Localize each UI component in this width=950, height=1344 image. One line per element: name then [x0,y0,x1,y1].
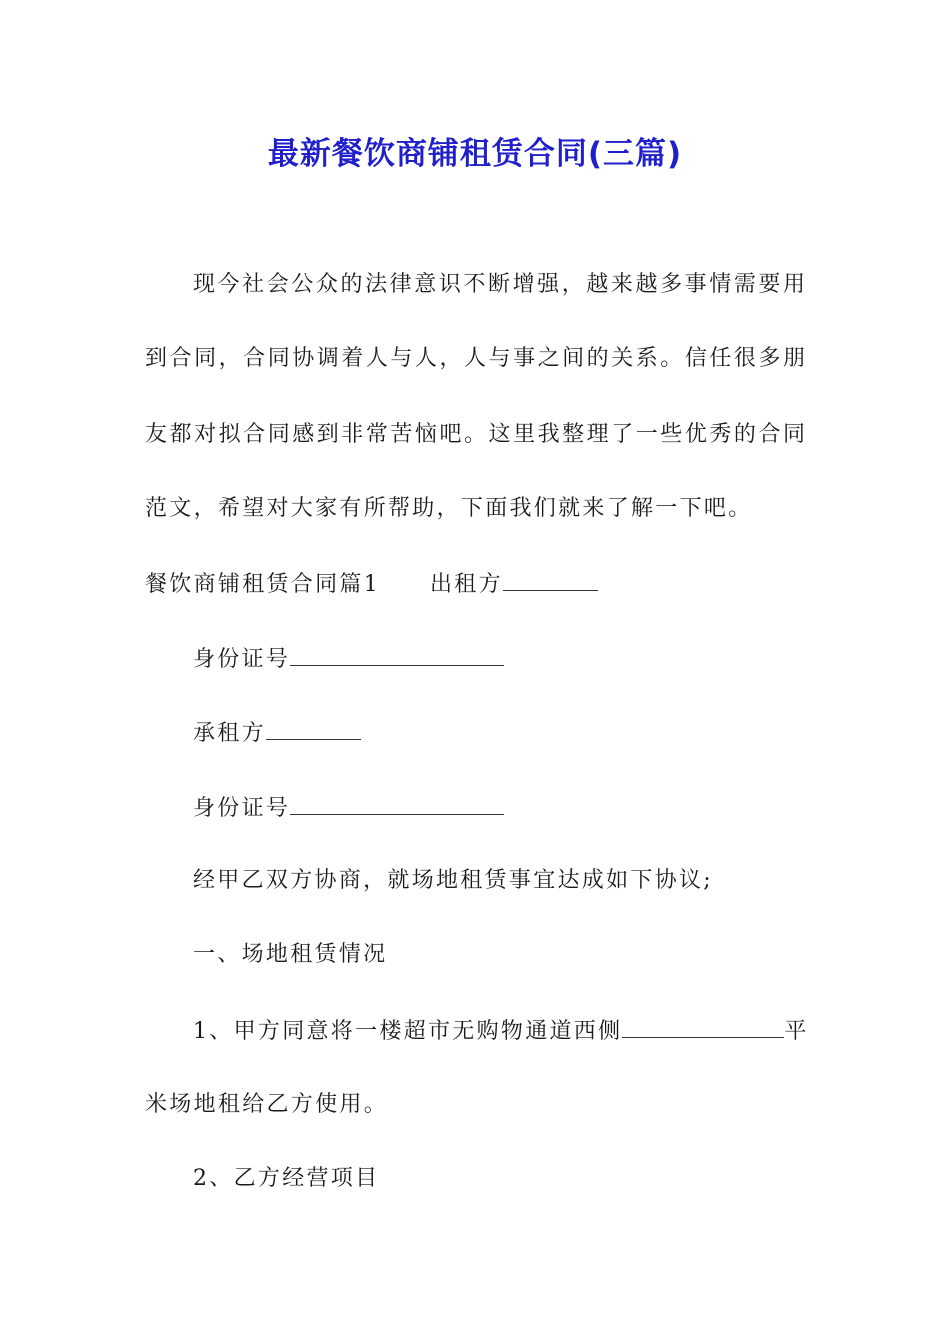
clause-1-1-unit: 平 [784,1019,809,1044]
intro-line-4: 范文，希望对大家有所帮助，下面我们就来了解一下吧。 [145,496,753,521]
document-title: 最新餐饮商铺租赁合同(三篇) [267,136,683,172]
lessee-blank [266,717,361,740]
clause-1-1-end: 米场地租给乙方使用。 [145,1092,389,1117]
lessor-id-blank [290,643,504,666]
lessor-blank [503,568,598,591]
lessor-id-label: 身份证号 [193,647,291,672]
area-blank [622,1015,784,1038]
lessee-id-line [193,792,805,824]
section-title: 餐饮商铺租赁合同篇1 [145,572,380,597]
clause-1-1-start: 1、甲方同意将一楼超市无购物通道西侧 [193,1019,623,1044]
lessee-line [193,717,805,749]
intro-line-1: 现今社会公众的法律意识不断增强，越来越多事情需要用 [193,272,805,297]
agreement-intro: 经甲乙双方协商，就场地租赁事宜达成如下协议; [193,868,714,893]
intro-line-3: 友都对拟合同感到非常苦恼吧。这里我整理了一些优秀的合同 [145,422,805,447]
lessee-id-blank [290,792,504,815]
lessee-label: 承租方 [193,721,266,746]
clause-1-2: 2、乙方经营项目 [193,1166,380,1191]
section-heading-line [145,568,805,600]
lessor-label: 出租方 [430,572,503,597]
lessor-id-line [193,643,805,675]
intro-line-2: 到合同，合同协调着人与人，人与事之间的关系。信任很多朋 [145,346,805,371]
clause-1-1-line [193,1015,809,1047]
lessee-id-label: 身份证号 [193,796,291,821]
clause-1-heading: 一、场地租赁情况 [193,942,388,967]
